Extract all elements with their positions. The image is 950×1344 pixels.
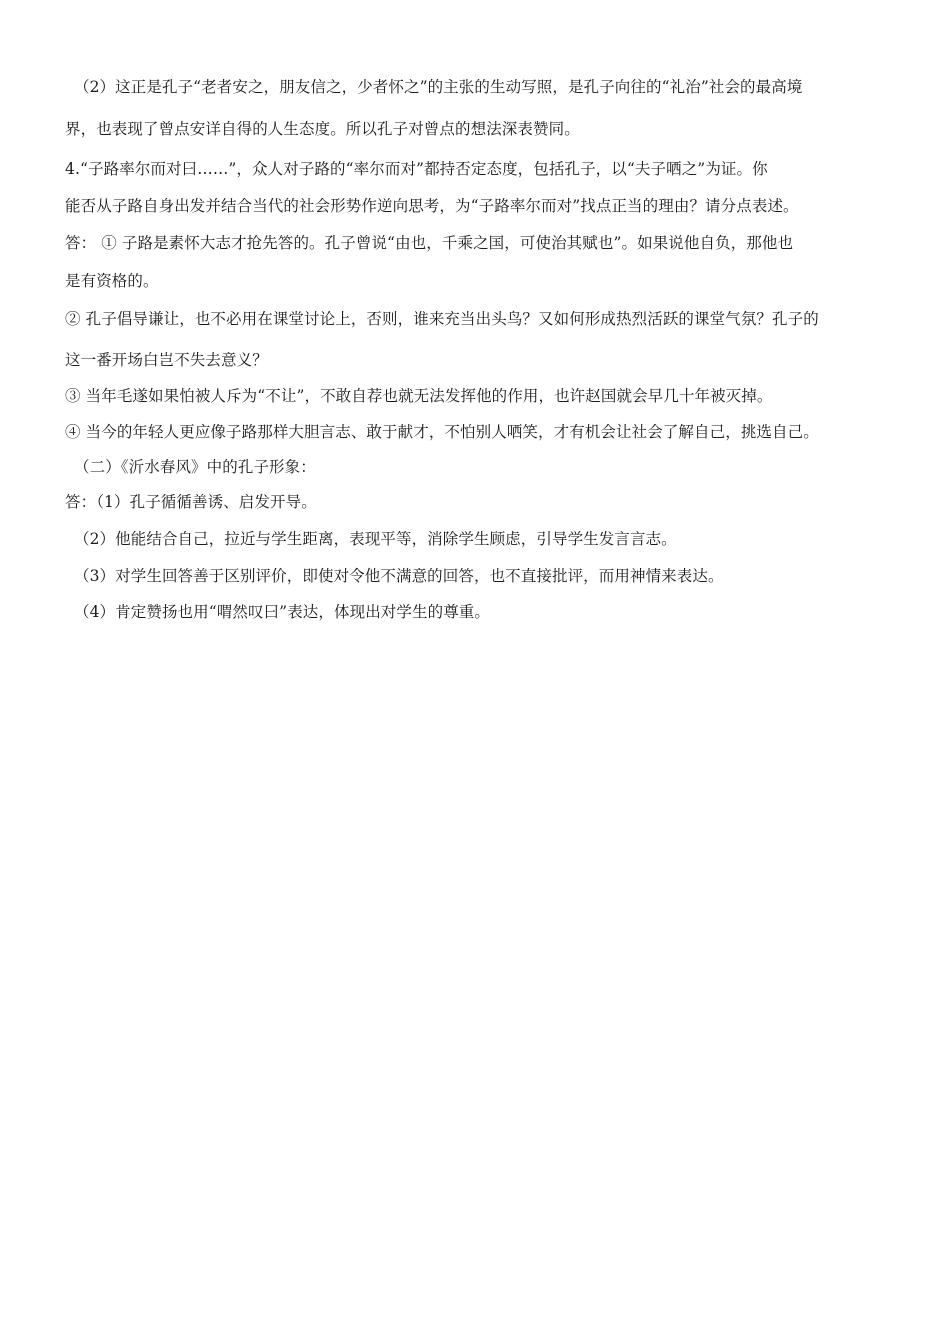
section-2-heading: （二）《沂水春风》中的孔子形象：	[74, 458, 316, 476]
answer-4-point-4: ④ 当今的年轻人更应像子路那样大胆言志、敢于献才，不怕别人哂笑，才有机会让社会了解自己，挑选自己。	[65, 423, 819, 441]
question-4-line-2: 能否从子路自身出发并结合当代的社会形势作逆向思考，为“子路率尔而对”找点正当的理由？请分点表述。	[65, 197, 799, 215]
answer-4-point-1-line-1: 答： ① 子路是素怀大志才抢先答的。孔子曾说“由也，千乘之国，可使治其赋也”。如果说他自负，那他也	[65, 234, 794, 252]
answer-4-point-1-line-2: 是有资格的。	[65, 272, 159, 290]
section-2-answer-2: （2）他能结合自己，拉近与学生距离，表现平等，消除学生顾虑，引导学生发言言志。	[74, 530, 677, 548]
section-2-answer-3: （3）对学生回答善于区别评价，即使对令他不满意的回答，也不直接批评，而用神情来表达。	[74, 567, 724, 585]
answer-2-line-1: （2）这正是孔子“老者安之，朋友信之，少者怀之”的主张的生动写照，是孔子向往的“礼治”社会的最高境	[74, 78, 803, 96]
answer-4-point-2-line-1: ② 孔子倡导谦让，也不必用在课堂讨论上，否则，谁来充当出头鸟？又如何形成热烈活跃的课堂气氛？孔子的	[65, 310, 819, 328]
answer-4-point-3: ③ 当年毛遂如果怕被人斥为“不让”，不敢自荐也就无法发挥他的作用，也许赵国就会早几十年被灭掉。	[65, 387, 773, 405]
section-2-answer-4: （4）肯定赞扬也用“喟然叹曰”表达，体现出对学生的尊重。	[74, 603, 491, 621]
answer-4-point-2-line-2: 这一番开场白岂不失去意义？	[65, 351, 268, 369]
question-4-line-1: 4.“子路率尔而对曰……”，众人对子路的“率尔而对”都持否定态度，包括孔子，以“夫子哂之”为证。你	[65, 160, 768, 178]
answer-2-line-2: 界，也表现了曾点安详自得的人生态度。所以孔子对曾点的想法深表赞同。	[65, 120, 580, 138]
section-2-answer-1: 答：（1）孔子循循善诱、启发开导。	[65, 493, 317, 511]
